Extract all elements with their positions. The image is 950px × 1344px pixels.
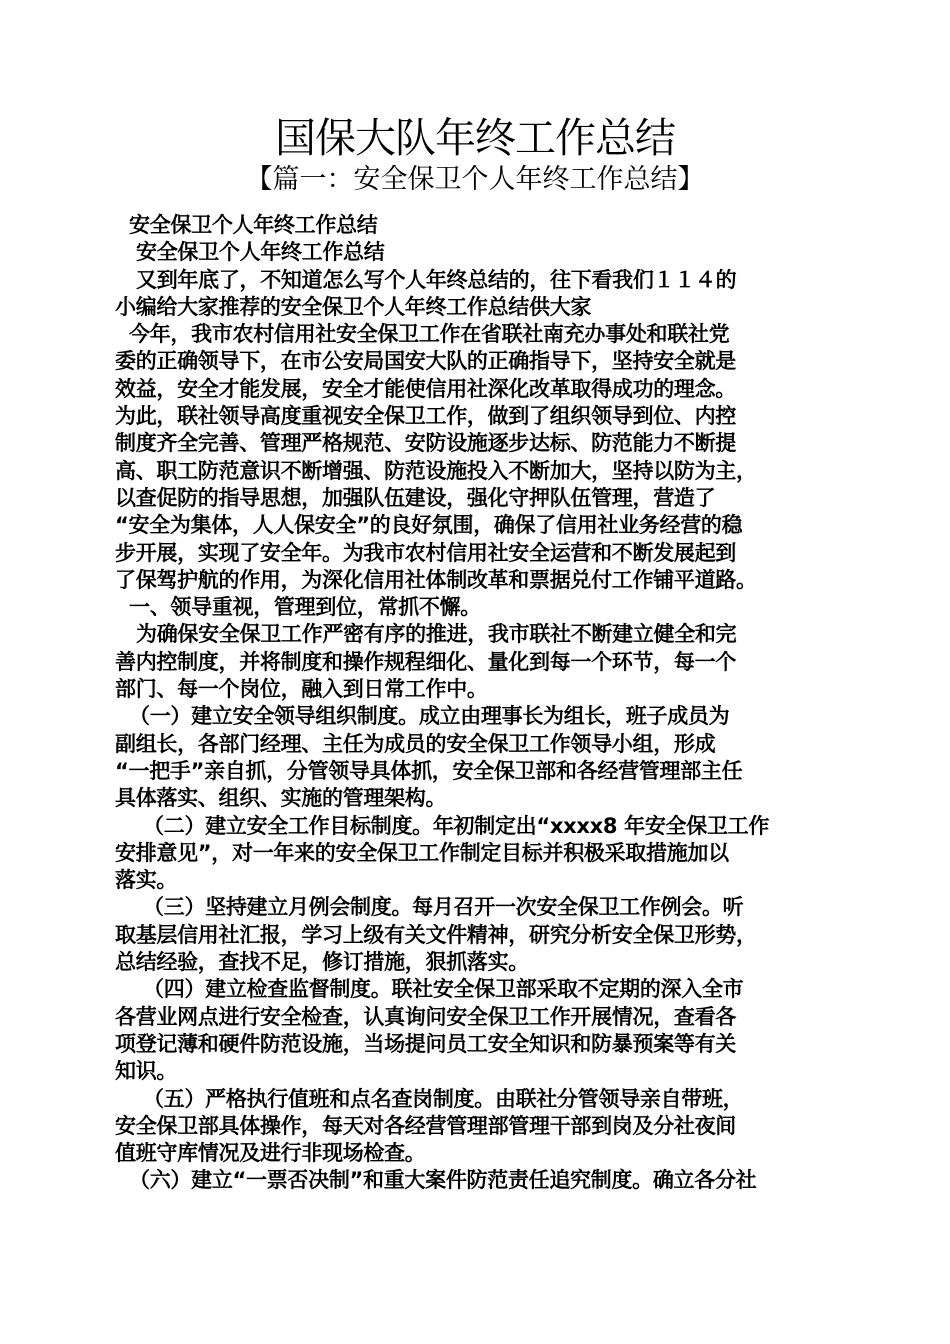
document-body bbox=[115, 212, 845, 1195]
body-line: 了保驾护航的作用，为深化信用社体制改革和票据兑付工作铺平道路。 bbox=[115, 567, 757, 592]
body-line: 小编给大家推荐的安全保卫个人年终工作总结供大家 bbox=[115, 294, 592, 319]
body-line: （四）建立检查监督制度。联社安全保卫部采取不定期的深入全市 bbox=[115, 977, 744, 1002]
body-line: 落实。 bbox=[115, 868, 178, 893]
body-line: 各营业网点进行安全检查，认真询问安全保卫工作开展情况，查看各 bbox=[115, 1004, 736, 1029]
body-line: 一、领导重视，管理到位，常抓不懈。 bbox=[115, 595, 481, 620]
body-line: 具体落实、组织、实施的管理架构。 bbox=[115, 786, 447, 811]
body-line: （一）建立安全领导组织制度。成立由理事长为组长，班子成员为 bbox=[115, 704, 730, 729]
body-line: 安全保卫个人年终工作总结 bbox=[115, 240, 385, 265]
body-line: 副组长，各部门经理、主任为成员的安全保卫工作领导小组，形成 bbox=[115, 731, 716, 756]
body-line: 安排意见”，对一年来的安全保卫工作制定目标并积极采取措施加以 bbox=[115, 840, 729, 865]
body-line: 委的正确领导下，在市公安局国安大队的正确指导下，坚持安全就是 bbox=[115, 349, 736, 374]
body-line: 取基层信用社汇报，学习上级有关文件精神，研究分析安全保卫形势， bbox=[115, 922, 757, 947]
body-line: “一把手”亲自抓，分管领导具体抓，安全保卫部和各经营管理部主任 bbox=[115, 758, 743, 783]
body-line: 为确保安全保卫工作严密有序的推进，我市联社不断建立健全和完 bbox=[115, 622, 737, 647]
body-line: 效益，安全才能发展，安全才能使信用社深化改革取得成功的理念。 bbox=[115, 376, 736, 401]
body-line: （五）严格执行值班和点名查岗制度。由联社分管领导亲自带班， bbox=[115, 1086, 744, 1111]
body-line: “安全为集体，人人保安全”的良好氛围，确保了信用社业务经营的稳 bbox=[115, 513, 743, 538]
body-line: 为此，联社领导高度重视安全保卫工作，做到了组织领导到位、内控 bbox=[115, 404, 736, 429]
body-line: 安全保卫个人年终工作总结 bbox=[115, 213, 378, 237]
body-line: 总结经验，查找不足，修订措施，狠抓落实。 bbox=[115, 950, 529, 975]
body-line: 知识。 bbox=[115, 1059, 178, 1084]
body-line: 高、职工防范意识不断增强、防范设施投入不断加大，坚持以防为主， bbox=[115, 458, 757, 483]
body-line: （六）建立“一票否决制”和重大案件防范责任追究制度。确立各分社 bbox=[115, 1168, 757, 1193]
body-line: 善内控制度，并将制度和操作规程细化、量化到每一个环节，每一个 bbox=[115, 649, 736, 674]
body-line: 今年，我市农村信用社安全保卫工作在省联社南充办事处和联社党 bbox=[115, 322, 730, 347]
document-subtitle: 【篇一：安全保卫个人年终工作总结】 bbox=[245, 164, 705, 195]
body-line: （三）坚持建立月例会制度。每月召开一次安全保卫工作例会。听 bbox=[115, 895, 744, 920]
body-line: 以查促防的指导思想，加强队伍建设，强化守押队伍管理，营造了 bbox=[115, 485, 716, 510]
body-line: 部门、每一个岗位，融入到日常工作中。 bbox=[115, 677, 488, 702]
document-title: 国保大队年终工作总结 bbox=[275, 114, 675, 162]
body-line: 值班守库情况及进行非现场检查。 bbox=[115, 1141, 426, 1166]
body-line: 项登记薄和硬件防范设施，当场提问员工安全知识和防暴预案等有关 bbox=[115, 1031, 736, 1056]
body-line: （二）建立安全工作目标制度。年初制定出“xxxx8 年安全保卫工作 bbox=[115, 813, 770, 838]
body-line: 制度齐全完善、管理严格规范、安防设施逐步达标、防范能力不断提 bbox=[115, 431, 736, 456]
body-line: 安全保卫部具体操作，每天对各经营管理部管理干部到岗及分社夜间 bbox=[115, 1113, 736, 1138]
body-line: 又到年底了，不知道怎么写个人年终总结的，往下看我们１１４的 bbox=[115, 267, 737, 292]
body-line: 步开展，实现了安全年。为我市农村信用社安全运营和不断发展起到 bbox=[115, 540, 736, 565]
